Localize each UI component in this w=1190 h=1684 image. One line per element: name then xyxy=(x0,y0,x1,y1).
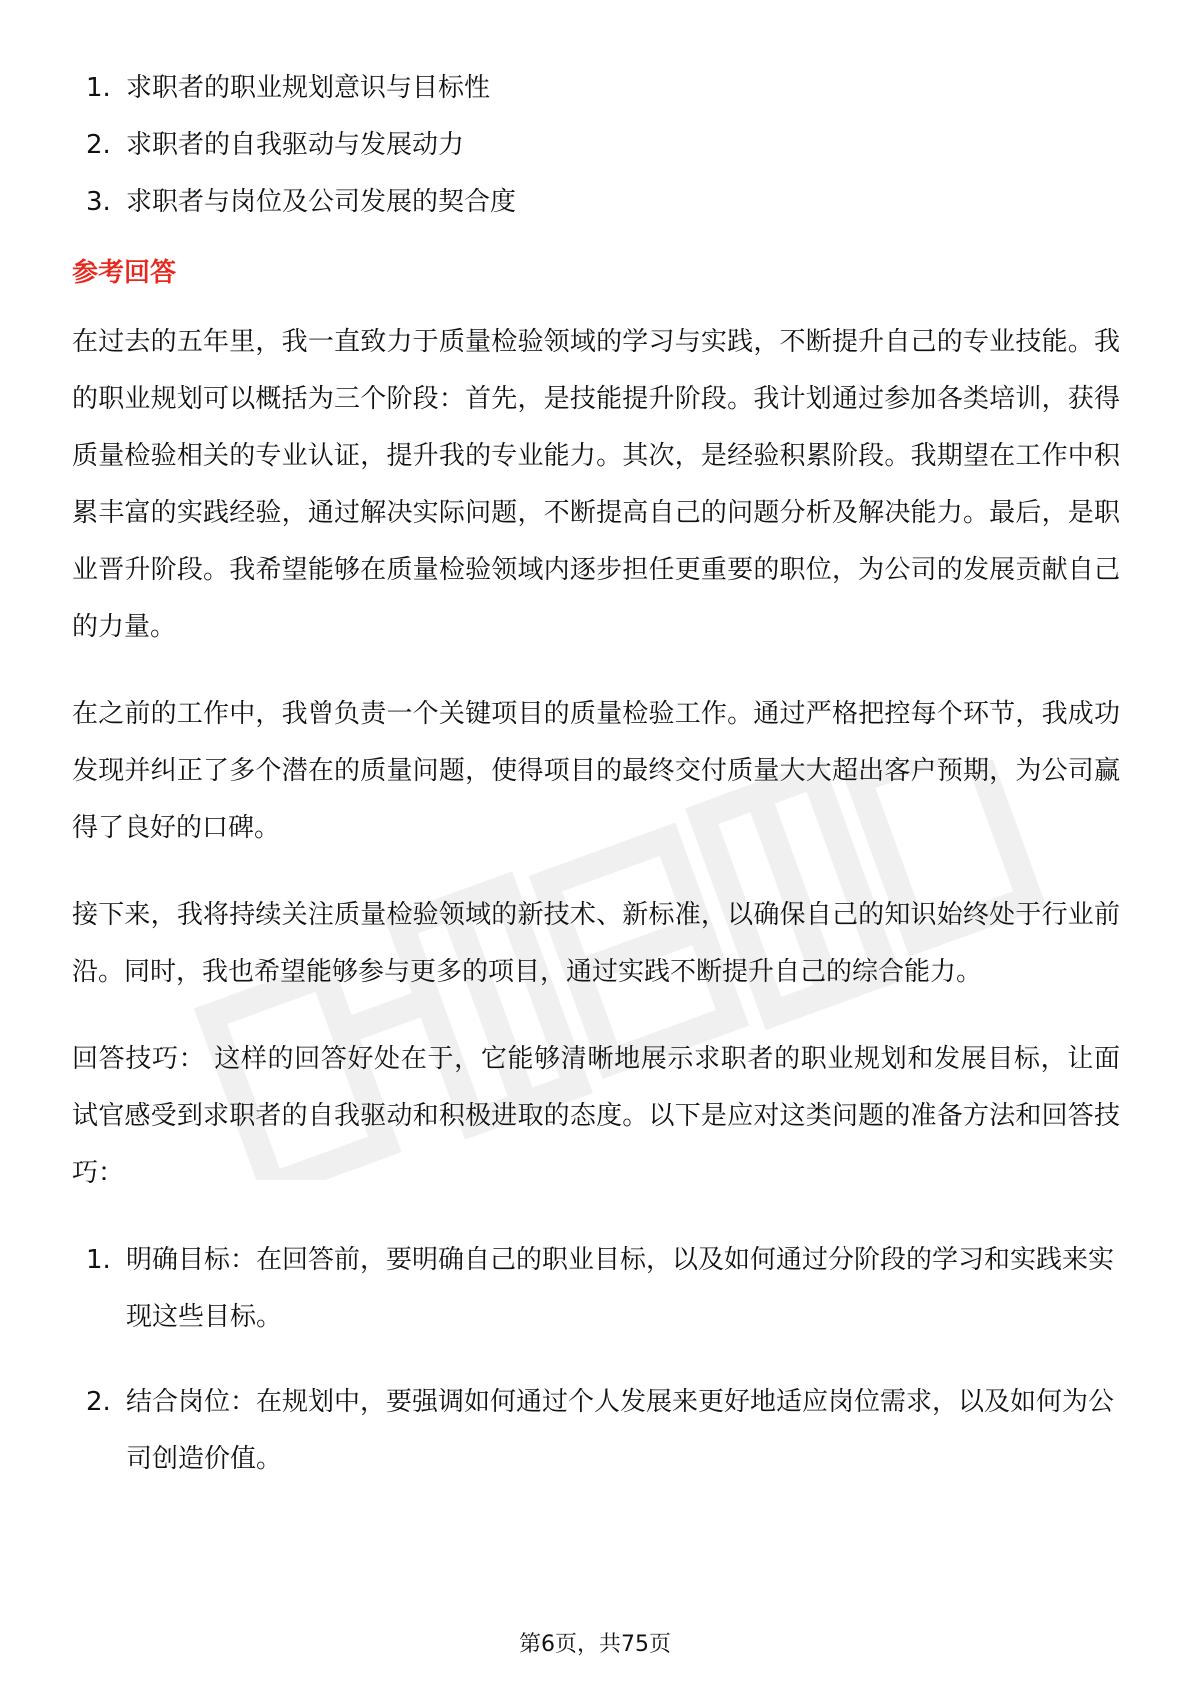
list-number: 2. xyxy=(86,1387,111,1417)
answer-paragraph: 在过去的五年里，我一直致力于质量检验领域的学习与实践，不断提升自己的专业技能。我的职业规划可以概括为三个阶段：首先，是技能提升阶段。我计划通过参加各类培训，获得质量检验相关的专业认证，提升我的专业能力。其次，是经验积累阶段。我期望在工作中积累丰富的实践经验，通过解决实际问题，不断提高自己的问题分析及解决能力。最后，是职业晋升阶段。我希望能够在质量检验领域内逐步担任更重要的职位，为公司的发展贡献自己的力量。 xyxy=(72,327,1120,642)
list-item-text: 明确目标：在回答前，要明确自己的职业目标，以及如何通过分阶段的学习和实践来实现这些目标。 xyxy=(126,1245,1115,1332)
tips-list xyxy=(72,1232,1120,1488)
intro-list xyxy=(72,60,1120,231)
list-item xyxy=(72,60,1120,117)
list-item-text: 结合岗位：在规划中，要强调如何通过个人发展来更好地适应岗位需求，以及如何为公司创造价值。 xyxy=(126,1387,1115,1474)
list-item-text: 求职者的职业规划意识与目标性 xyxy=(126,73,491,103)
list-item xyxy=(72,1374,1120,1488)
answer-paragraph: 在之前的工作中，我曾负责一个关键项目的质量检验工作。通过严格把控每个环节，我成功发现并纠正了多个潜在的质量问题，使得项目的最终交付质量大大超出客户预期，为公司赢得了良好的口碑。 xyxy=(72,699,1120,843)
content xyxy=(72,60,1120,1516)
list-number: 1. xyxy=(86,1245,111,1275)
list-number: 3. xyxy=(86,187,111,217)
tips-paragraph: 回答技巧： 这样的回答好处在于，它能够清晰地展示求职者的职业规划和发展目标，让面试官感受到求职者的自我驱动和积极进取的态度。以下是应对这类问题的准备方法和回答技巧： xyxy=(72,1044,1120,1188)
answer-heading: 参考回答 xyxy=(72,258,177,288)
list-number: 2. xyxy=(86,130,111,160)
answer-paragraph: 接下来，我将持续关注质量检验领域的新技术、新标准，以确保自己的知识始终处于行业前沿。同时，我也希望能够参与更多的项目，通过实践不断提升自己的综合能力。 xyxy=(72,900,1120,987)
page-number-footer: 第6页，共75页 xyxy=(519,1632,671,1657)
list-item xyxy=(72,117,1120,174)
list-number: 1. xyxy=(86,73,111,103)
list-item xyxy=(72,1232,1120,1346)
list-item xyxy=(72,174,1120,231)
list-item-text: 求职者与岗位及公司发展的契合度 xyxy=(126,187,517,217)
list-item-text: 求职者的自我驱动与发展动力 xyxy=(126,130,465,160)
